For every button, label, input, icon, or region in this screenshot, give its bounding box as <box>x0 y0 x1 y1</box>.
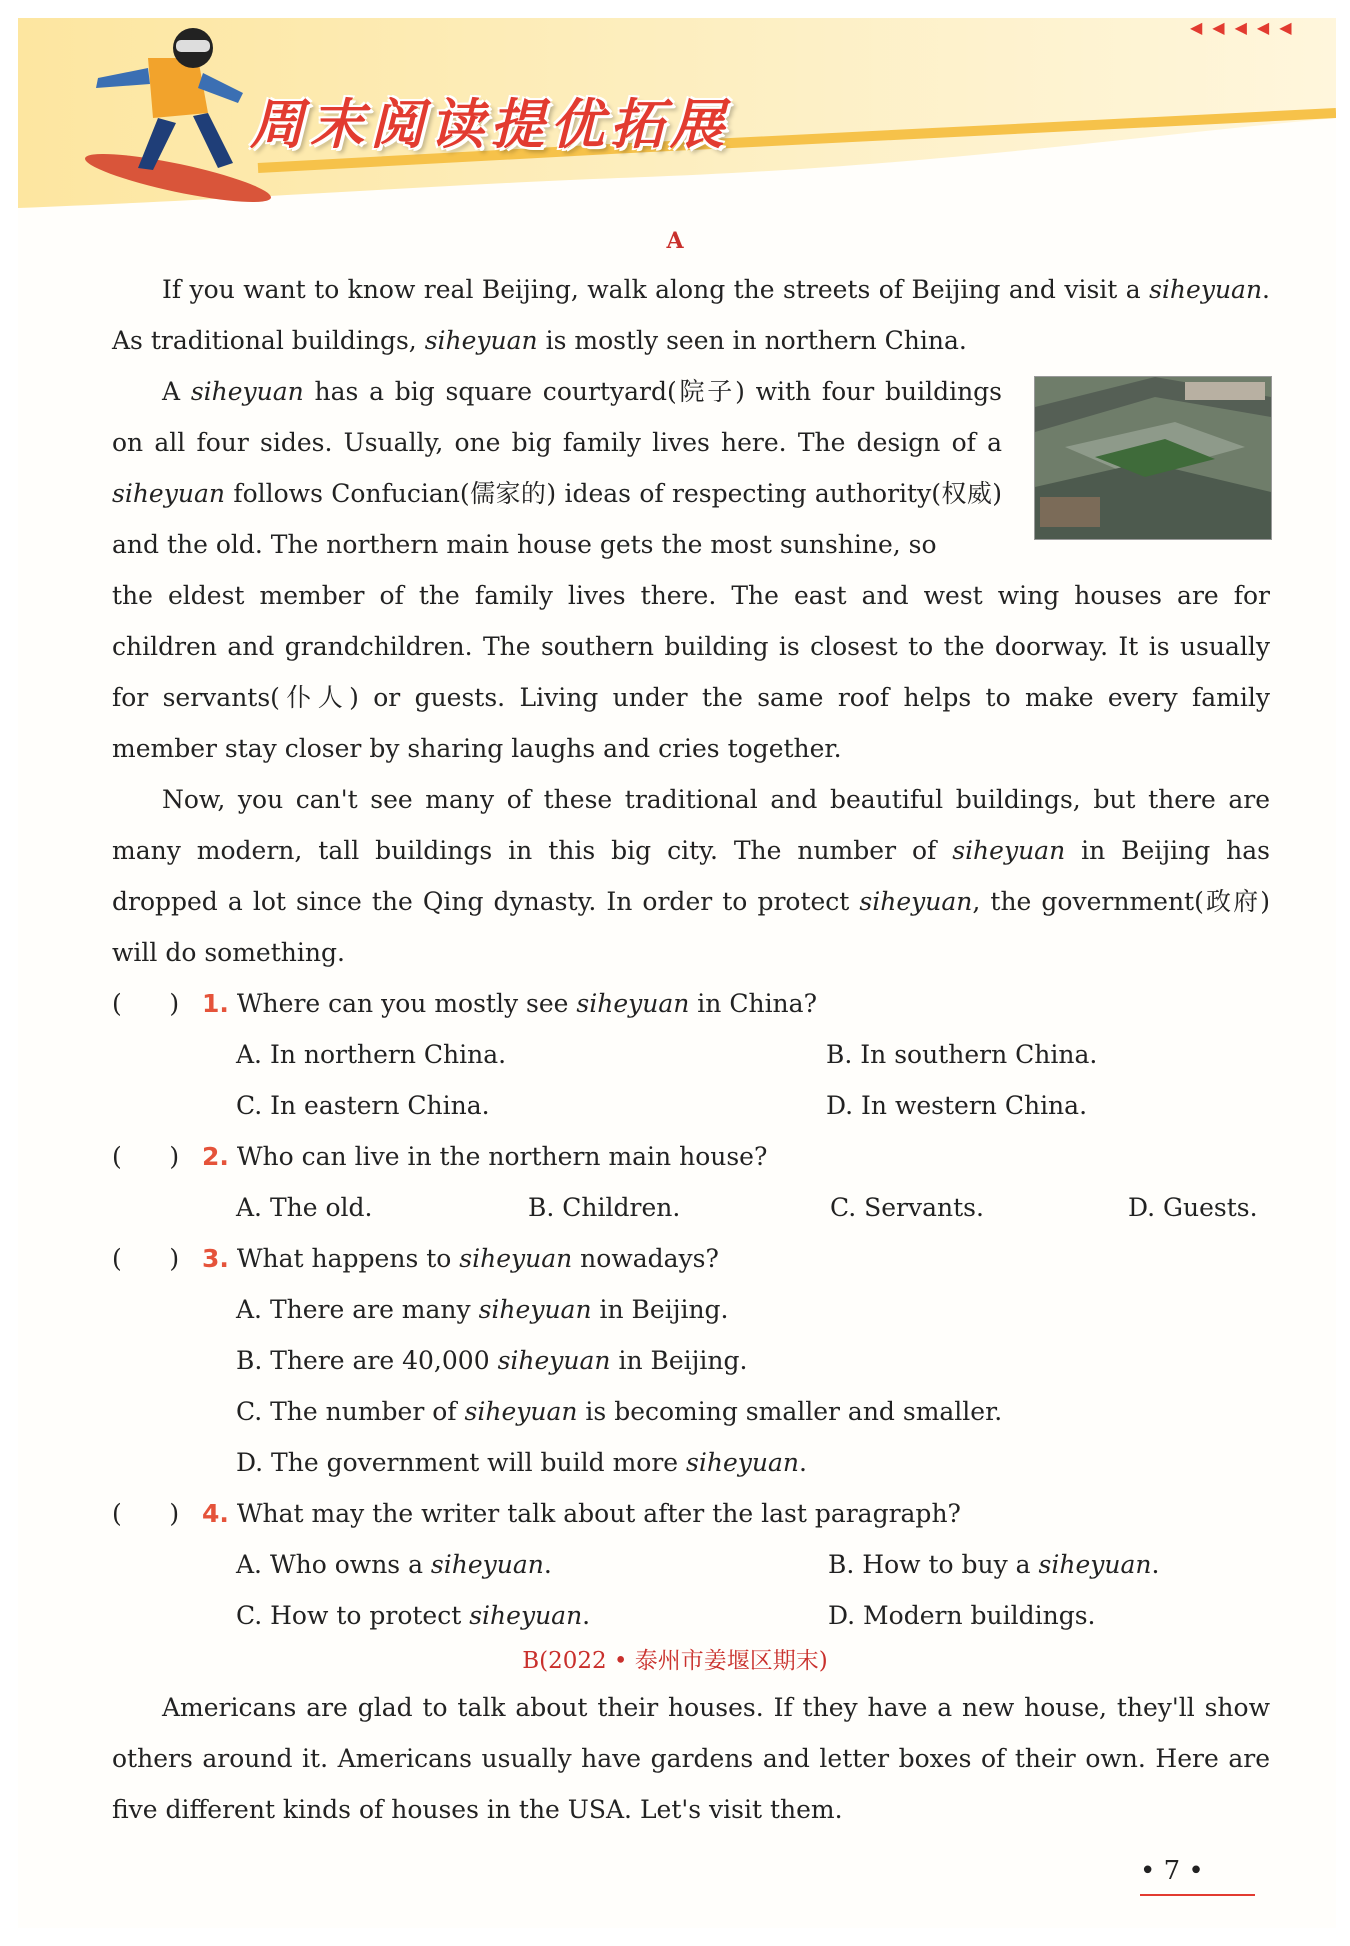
q4-option-c[interactable]: C. How to protect siheyuan. <box>236 1601 591 1630</box>
footer-rule <box>1140 1894 1255 1896</box>
q4-option-d[interactable]: D. Modern buildings. <box>828 1601 1096 1630</box>
q2-option-d[interactable]: D. Guests. <box>1128 1193 1258 1222</box>
siheyuan-photo <box>1034 376 1272 540</box>
passage-a-p2-bottom: the eldest member of the family lives there. The east and west wing houses are for children and grandchildren. The southern building is closest to the doorway. It is usually for servants(仆人) or guests. Living under the same roof helps to make every family member stay closer by sharing laughs and cries together. <box>112 581 1270 763</box>
q3-option-c[interactable]: C. The number of siheyuan is becoming smaller and smaller. <box>236 1397 1003 1426</box>
question-3: ( ) 3. What happens to siheyuan nowadays? <box>112 1233 719 1284</box>
answer-blank[interactable]: ( ) <box>112 989 180 1018</box>
q3-option-b[interactable]: B. There are 40,000 siheyuan in Beijing. <box>236 1346 748 1375</box>
passage-a-p3: Now, you can't see many of these traditional and beautiful buildings, but there are many modern, tall buildings in this big city. The number of siheyuan in Beijing has dropped a lot since the Qing dynasty. In order to protect siheyuan, the government(政府) will do something. <box>112 785 1270 967</box>
page-number: • 7 • <box>1140 1856 1270 1886</box>
answer-blank[interactable]: ( ) <box>112 1142 180 1171</box>
passage-a-p1: If you want to know real Beijing, walk along the streets of Beijing and visit a siheyuan. As traditional buildings, siheyuan is mostly seen in northern China. <box>112 275 1270 355</box>
question-2: ( ) 2. Who can live in the northern main house? <box>112 1131 767 1182</box>
q4-option-b[interactable]: B. How to buy a siheyuan. <box>828 1550 1160 1579</box>
q2-option-a[interactable]: A. The old. <box>236 1193 373 1222</box>
q2-option-b[interactable]: B. Children. <box>528 1193 681 1222</box>
q2-option-c[interactable]: C. Servants. <box>830 1193 984 1222</box>
q1-option-d[interactable]: D. In western China. <box>826 1091 1088 1120</box>
question-4: ( ) 4. What may the writer talk about after the last paragraph? <box>112 1488 961 1539</box>
q1-option-c[interactable]: C. In eastern China. <box>236 1091 490 1120</box>
section-a-heading: A <box>666 228 684 254</box>
q1-option-b[interactable]: B. In southern China. <box>826 1040 1098 1069</box>
q3-option-a[interactable]: A. There are many siheyuan in Beijing. <box>236 1295 729 1324</box>
section-b-heading: B(2022 • 泰州市姜堰区期末) <box>522 1648 828 1674</box>
q1-option-a[interactable]: A. In northern China. <box>236 1040 507 1069</box>
corner-decoration: ◀◀◀◀◀ <box>1190 18 1302 37</box>
answer-blank[interactable]: ( ) <box>112 1244 180 1273</box>
passage-a-p2-top: A siheyuan has a big square courtyard(院子) with four buildings on all four sides. Usually, one big family lives here. The design of a siheyuan follows Confucian(儒家的) ideas of respecting authority(权威) and the old. The northern main house gets the most sunshine, so <box>112 377 1002 559</box>
answer-blank[interactable]: ( ) <box>112 1499 180 1528</box>
page-title: 周末阅读提优拓展 <box>250 93 730 156</box>
passage-b-p1: Americans are glad to talk about their houses. If they have a new house, they'll show others around it. Americans usually have gardens and letter boxes of their own. Here are five different kinds of houses in the USA. Let's visit them. <box>112 1693 1270 1824</box>
q4-option-a[interactable]: A. Who owns a siheyuan. <box>236 1550 552 1579</box>
q3-option-d[interactable]: D. The government will build more siheyuan. <box>236 1448 807 1477</box>
question-1: ( ) 1. Where can you mostly see siheyuan in China? <box>112 978 817 1029</box>
